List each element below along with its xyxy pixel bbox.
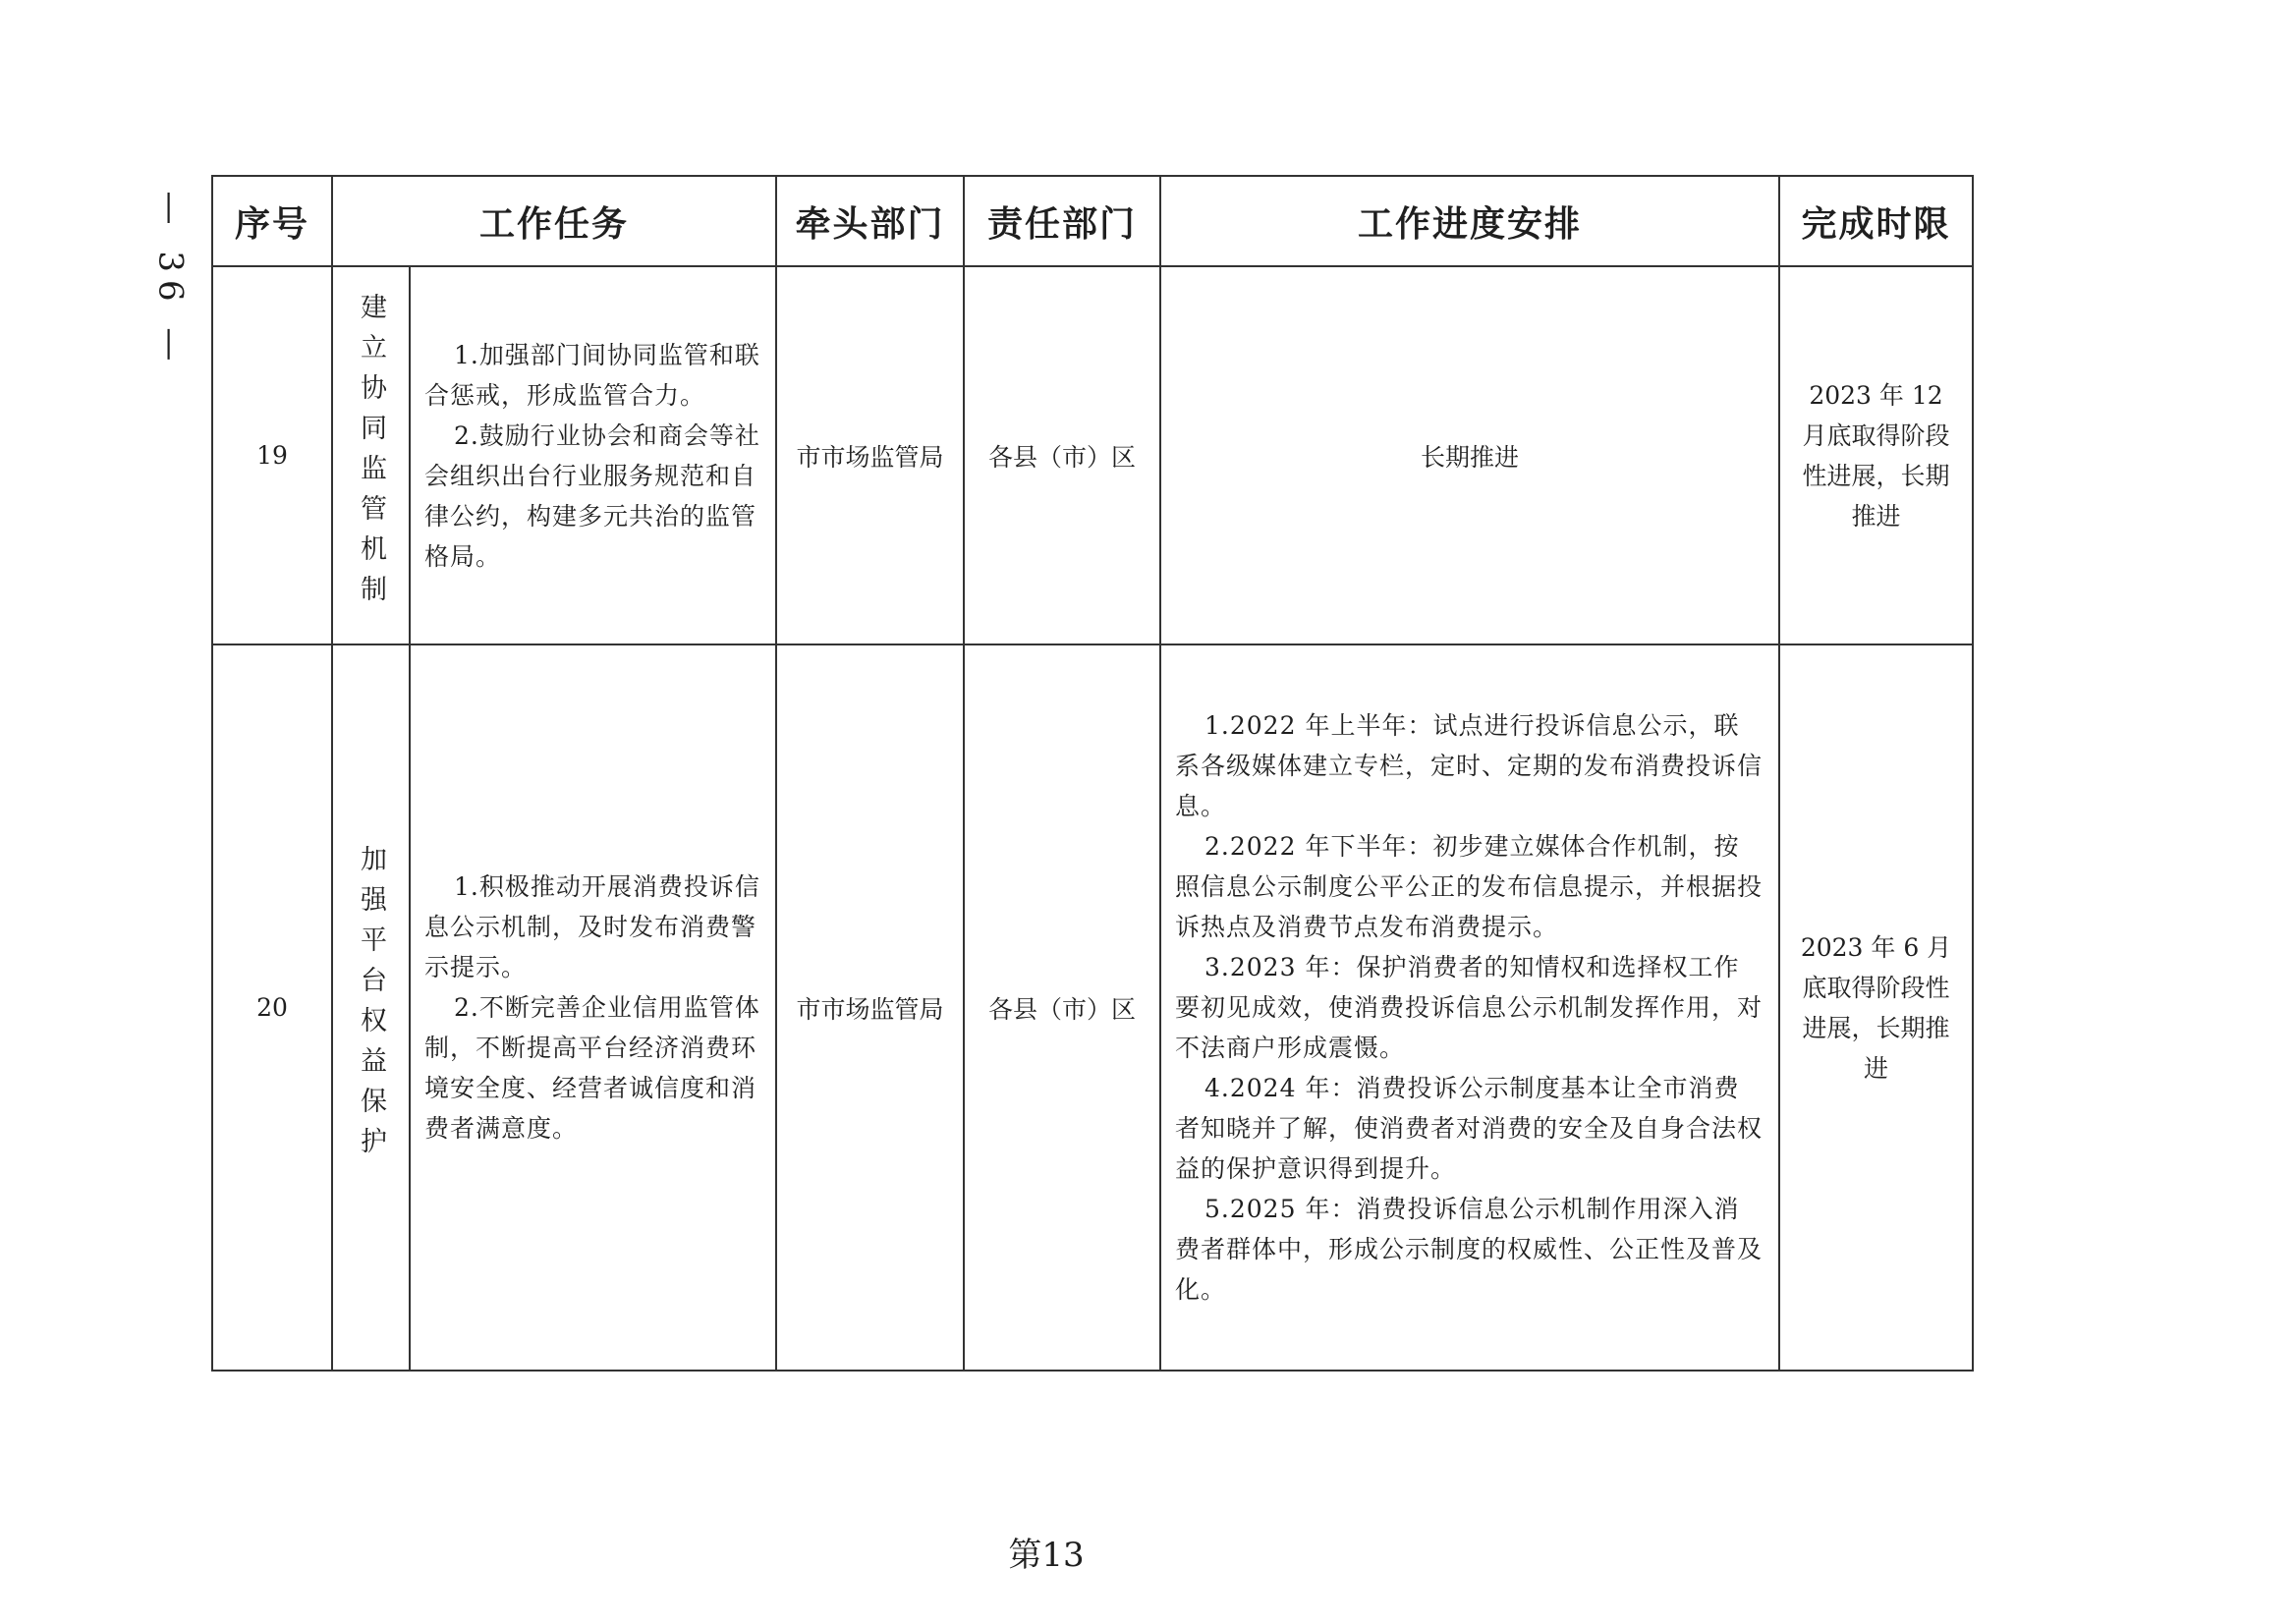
schedule-item: 5.2025 年：消费投诉信息公示机制作用深入消费者群体中，形成公示制度的权威性、公正性及普及化。 xyxy=(1175,1195,1764,1304)
header-deadline: 完成时限 xyxy=(1779,176,1973,266)
schedule-list xyxy=(1160,644,1779,1371)
row-title: 加强平台权益保护 xyxy=(356,844,386,1167)
lead-dept: 市市场监管局 xyxy=(776,266,964,644)
deadline: 2023 年 12 月底取得阶段性进展，长期推进 xyxy=(1779,266,1973,644)
header-lead-dept: 牵头部门 xyxy=(776,176,964,266)
task-item: 1.积极推动开展消费投诉信息公示机制，及时发布消费警示提示。 xyxy=(424,872,760,981)
resp-dept: 各县（市）区 xyxy=(964,644,1160,1371)
table-row xyxy=(212,266,1973,644)
lead-dept: 市市场监管局 xyxy=(776,644,964,1371)
task-item: 1.加强部门间协同监管和联合惩戒，形成监管合力。 xyxy=(424,340,760,410)
row-tasks xyxy=(410,266,776,644)
row-tasks xyxy=(410,644,776,1371)
schedule-item: 3.2023 年：保护消费者的知情权和选择权工作要初见成效，使消费投诉信息公示机制发挥作用，对不法商户形成震慑。 xyxy=(1175,953,1764,1062)
work-task-table xyxy=(211,175,1974,1372)
header-resp-dept: 责任部门 xyxy=(964,176,1160,266)
schedule-item: 4.2024 年：消费投诉公示制度基本让全市消费者知晓并了解，使消费者对消费的安全及自身合法权益的保护意识得到提升。 xyxy=(1175,1074,1764,1183)
resp-dept: 各县（市）区 xyxy=(964,266,1160,644)
table-header-row xyxy=(212,176,1973,266)
deadline: 2023 年 6 月底取得阶段性进展，长期推进 xyxy=(1779,644,1973,1371)
task-item: 2.鼓励行业协会和商会等社会组织出台行业服务规范和自律公约，构建多元共治的监管格局。 xyxy=(424,420,760,571)
page-number-marker xyxy=(147,191,193,369)
task-item: 2.不断完善企业信用监管体制，不断提高平台经济消费环境安全度、经营者诚信度和消费者满意度。 xyxy=(424,993,760,1143)
row-title: 建立协同监管机制 xyxy=(356,292,386,615)
row-index: 20 xyxy=(212,644,332,1371)
row-title-cell xyxy=(332,644,410,1371)
header-schedule: 工作进度安排 xyxy=(1160,176,1779,266)
schedule-item: 2.2022 年下半年：初步建立媒体合作机制，按照信息公示制度公平公正的发布信息提示，并根据投诉热点及消费节点发布消费提示。 xyxy=(1175,832,1764,941)
schedule-item: 1.2022 年上半年：试点进行投诉信息公示，联系各级媒体建立专栏，定时、定期的发布消费投诉信息。 xyxy=(1175,711,1764,820)
table-row xyxy=(212,644,1973,1371)
footer-page-label: 第13 xyxy=(1008,1536,1085,1575)
header-task: 工作任务 xyxy=(332,176,776,266)
row-title-cell xyxy=(332,266,410,644)
page-number-marker-text: — 36 — xyxy=(150,191,191,369)
row-index: 19 xyxy=(212,266,332,644)
header-index: 序号 xyxy=(212,176,332,266)
schedule-text: 长期推进 xyxy=(1160,266,1779,644)
